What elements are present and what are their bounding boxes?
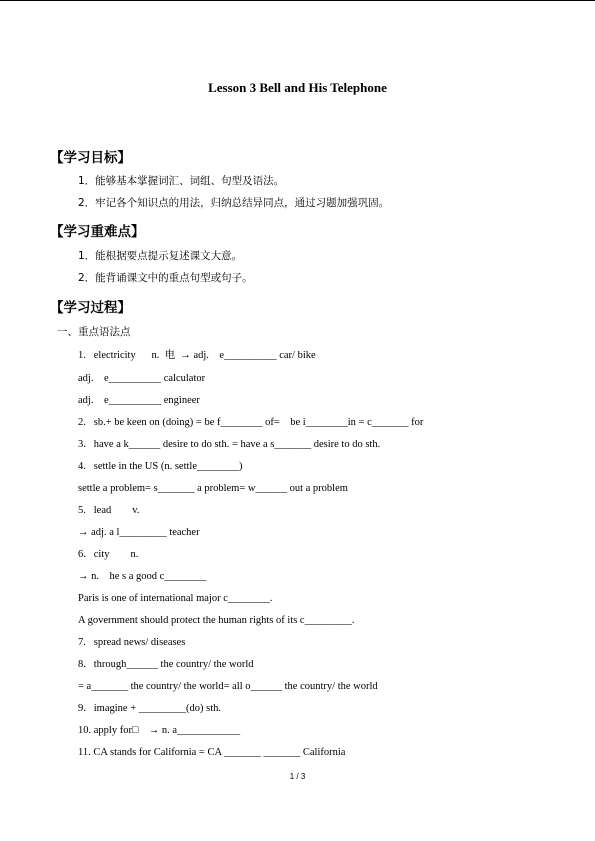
exercise-line-18: 10. apply for□ → n. a____________ xyxy=(78,725,241,736)
exercise-line-6: 4. settle in the US (n. settle________) xyxy=(78,461,243,472)
goal-item-1: 1．能够基本掌握词汇、词组、句型及语法。 xyxy=(78,175,285,187)
goal-item-2: 2．牢记各个知识点的用法，归纳总结异同点，通过习题加强巩固。 xyxy=(78,197,390,209)
exercise-line-2: adj. e__________ calculator xyxy=(78,373,206,384)
heading-learning-goals: 【学习目标】 xyxy=(50,150,131,166)
section-grammar-points: 一、重点语法点 xyxy=(57,326,131,338)
exercise-line-19: 11. CA stands for California = CA _______ _______ California xyxy=(78,747,346,758)
exercise-line-10: 6. city n. xyxy=(78,549,139,560)
exercise-line-5: 3. have a k______ desire to do sth. = have a s_______ desire to do sth. xyxy=(78,439,381,450)
heading-learning-process: 【学习过程】 xyxy=(50,300,131,316)
exercise-line-16: = a_______ the country/ the world= all o______ the country/ the world xyxy=(78,681,378,692)
exercise-line-14: 7. spread news/ diseases xyxy=(78,637,186,648)
exercise-line-11: → n. he s a good c________ xyxy=(78,571,207,582)
exercise-line-3: adj. e__________ engineer xyxy=(78,395,200,406)
exercise-line-9: → adj. a l_________ teacher xyxy=(78,527,200,538)
exercise-line-7: settle a problem= s_______ a problem= w______ out a problem xyxy=(78,483,348,494)
exercise-line-4: 2. sb.+ be keen on (doing) = be f________ of= be i________in = c_______ for xyxy=(78,417,424,428)
exercise-line-12: Paris is one of international major c________. xyxy=(78,593,273,604)
exercise-line-15: 8. through______ the country/ the world xyxy=(78,659,254,670)
exercise-line-1: 1. electricity n. 电 → adj. e__________ car/ bike xyxy=(78,350,316,361)
exercise-line-13: A government should protect the human rights of its c_________. xyxy=(78,615,355,626)
page-top-border xyxy=(0,0,595,1)
key-point-item-2: 2．能背诵课文中的重点句型或句子。 xyxy=(78,272,253,284)
exercise-line-8: 5. lead v. xyxy=(78,505,140,516)
page-number: 1 / 3 xyxy=(289,772,306,781)
key-point-item-1: 1．能根据要点提示复述课文大意。 xyxy=(78,250,243,262)
document-title: Lesson 3 Bell and His Telephone xyxy=(208,80,387,95)
heading-key-points: 【学习重难点】 xyxy=(50,224,145,240)
exercise-line-17: 9. imagine + _________(do) sth. xyxy=(78,703,221,714)
